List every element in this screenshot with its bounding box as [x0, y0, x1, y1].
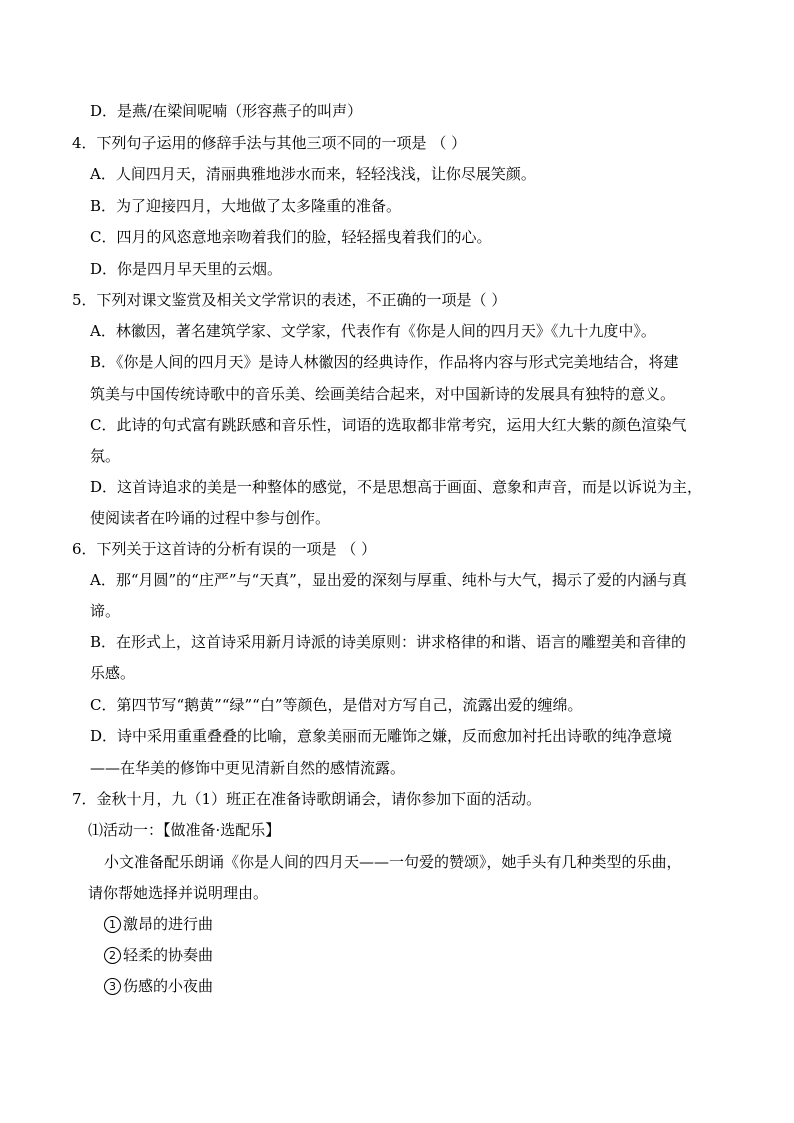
q7-choice-1-text: 激昂的进行曲	[123, 915, 214, 933]
circled-number-icon: 1	[104, 916, 121, 933]
q7-prompt-line2: 请你帮她选择并说明理由。	[88, 884, 269, 902]
q6-option-a-line2: 谛。	[90, 602, 121, 620]
q7-choice-2	[104, 945, 213, 965]
q5-option-c-line2: 氛。	[90, 447, 121, 465]
q6-stem: 6．下列关于这首诗的分析有误的一项是 （ ）	[72, 540, 377, 558]
q7-choice-1	[104, 914, 213, 934]
q4-option-a: A．人间四月天，清丽典雅地涉水而来，轻轻浅浅，让你尽展笑颜。	[90, 165, 536, 183]
q5-option-c-line1: C．此诗的句式富有跳跃感和音乐性，词语的选取都非常考究，运用大红大紫的颜色渲染气	[90, 416, 687, 434]
q3-option-d: D．是燕/在梁间呢喃（形容燕子的叫声）	[90, 102, 363, 120]
q5-stem: 5．下列对课文鉴赏及相关文学常识的表述，不正确的一项是（ ）	[72, 291, 507, 309]
q5-option-d-line1: D．这首诗追求的美是一种整体的感觉，不是思想高于画面、意象和声音，而是以诉说为主，	[90, 478, 703, 496]
q7-activity-1: ⑴活动一：【做准备·选配乐】	[88, 821, 281, 839]
q7-choice-2-text: 轻柔的协奏曲	[123, 946, 214, 964]
q5-option-b-line2: 筑美与中国传统诗歌中的音乐美、绘画美结合起来，对中国新诗的发展具有独特的意义。	[90, 385, 676, 403]
circled-number-icon: 2	[104, 947, 121, 964]
q7-choice-3-text: 伤感的小夜曲	[123, 977, 214, 995]
q6-option-a-line1: A．那“月圆”的“庄严”与“天真”，显出爱的深刻与厚重、纯朴与大气，揭示了爱的内涵与真	[90, 571, 687, 589]
q7-prompt-line1: 小文准备配乐朗诵《你是人间的四月天——一句爱的赞颂》，她手头有几种类型的乐曲，	[104, 853, 682, 871]
circled-number-icon: 3	[104, 978, 121, 995]
q6-option-b-line1: B．在形式上，这首诗采用新月诗派的诗美原则：讲求格律的和谐、语言的雕塑美和音律的	[90, 633, 687, 651]
q4-stem: 4．下列句子运用的修辞手法与其他三项不同的一项是 （ ）	[72, 134, 467, 152]
q4-option-d: D．你是四月早天里的云烟。	[90, 260, 283, 278]
q7-stem: 7．金秋十月，九（1）班正在准备诗歌朗诵会，请你参加下面的活动。	[72, 790, 542, 808]
q5-option-b-line1: B．《你是人间的四月天》是诗人林徽因的经典诗作，作品将内容与形式完美地结合，将建	[90, 353, 679, 371]
q6-option-c: C．第四节写“鹅黄”“绿”“白”等颜色，是借对方写自己，流露出爱的缠绵。	[90, 696, 583, 714]
q7-choice-3	[104, 976, 213, 996]
q6-option-b-line2: 乐感。	[90, 664, 136, 682]
q4-option-b: B．为了迎接四月，大地做了太多隆重的准备。	[90, 197, 402, 215]
q6-option-d-line1: D．诗中采用重重叠叠的比喻，意象美丽而无雕饰之嫌，反而愈加衬托出诗歌的纯净意境	[90, 727, 673, 745]
q5-option-d-line2: 使阅读者在吟诵的过程中参与创作。	[90, 509, 331, 527]
q4-option-c: C．四月的风恣意地亲吻着我们的脸，轻轻摇曳着我们的心。	[90, 228, 492, 246]
q5-option-a: A．林徽因，著名建筑学家、文学家，代表作有《你是人间的四月天》《九十九度中》。	[90, 322, 656, 340]
q6-option-d-line2: ——在华美的修饰中更见清新自然的感情流露。	[90, 759, 406, 777]
